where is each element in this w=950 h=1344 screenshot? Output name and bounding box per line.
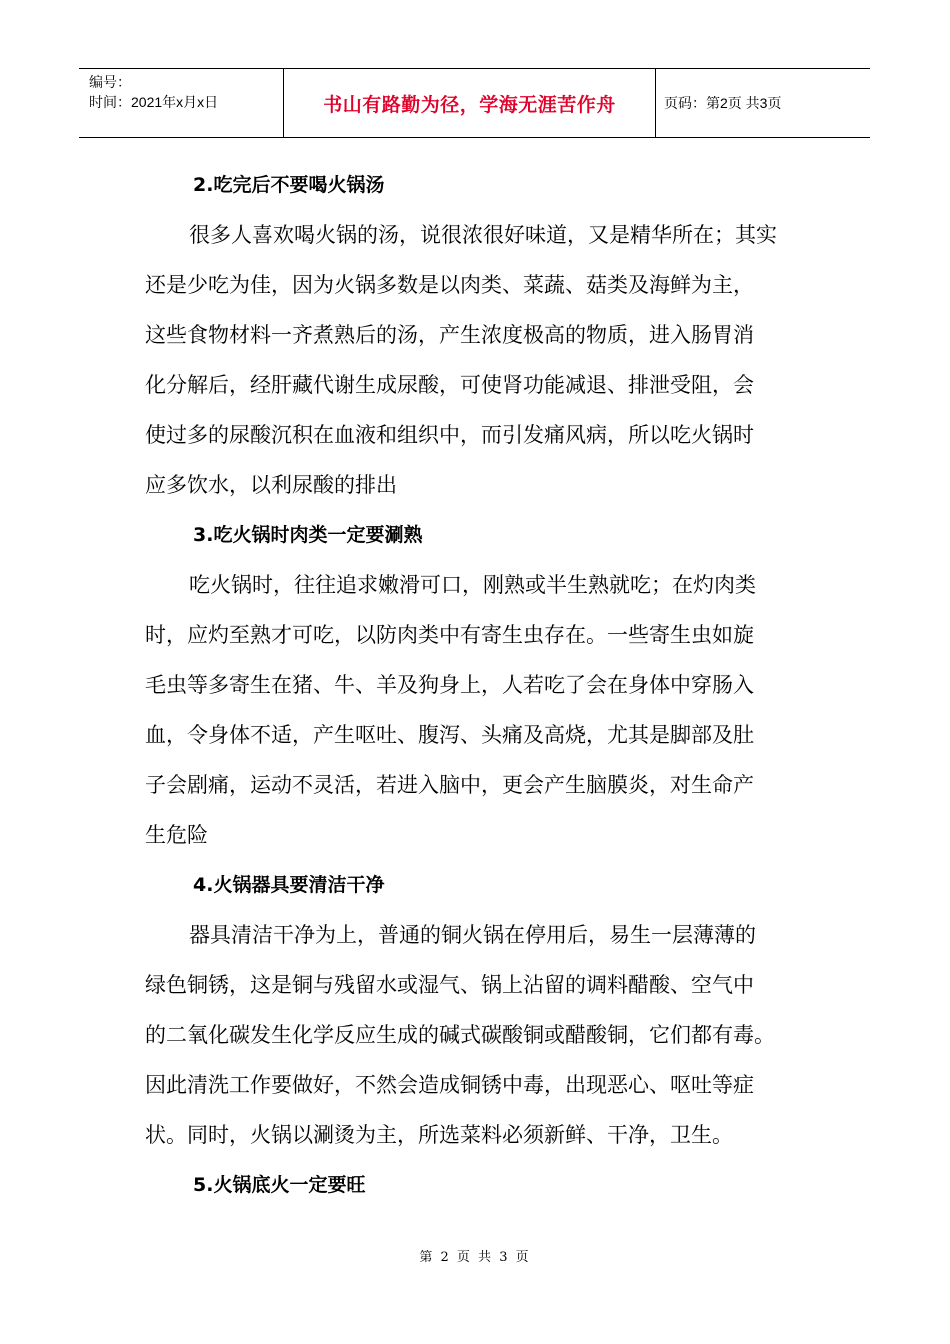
paragraph-line: 绿色铜锈，这是铜与残留水或湿气、锅上沾留的调料醋酸、空气中	[145, 973, 754, 997]
document-body	[145, 160, 825, 1210]
section-4	[145, 860, 825, 1160]
header-motto: 书山有路勤为径，学海无涯苦作舟	[284, 69, 656, 137]
section-heading: 4.火锅器具要清洁干净	[193, 874, 385, 896]
section-paragraph	[145, 210, 825, 510]
section-5	[145, 1160, 825, 1210]
section-heading: 5.火锅底火一定要旺	[193, 1174, 366, 1196]
header-meta-cell	[79, 69, 284, 137]
section-paragraph	[145, 560, 825, 860]
paragraph-line: 因此清洗工作要做好，不然会造成铜锈中毒，出现恶心、呕吐等症	[145, 1073, 754, 1097]
document-number-label: 编号：	[89, 74, 131, 90]
paragraph-line: 时，应灼至熟才可吃，以防肉类中有寄生虫存在。一些寄生虫如旋	[145, 623, 754, 647]
section-heading: 3.吃火锅时肉类一定要涮熟	[193, 524, 423, 546]
page-footer: 第 2 页 共 3 页	[419, 1250, 531, 1265]
paragraph-line: 这些食物材料一齐煮熟后的汤，产生浓度极高的物质，进入肠胃消	[145, 323, 754, 347]
paragraph-line: 器具清洁干净为上，普通的铜火锅在停用后，易生一层薄薄的	[189, 923, 756, 947]
paragraph-line: 使过多的尿酸沉积在血液和组织中，而引发痛风病，所以吃火锅时	[145, 423, 754, 447]
paragraph-line: 很多人喜欢喝火锅的汤，说很浓很好味道，又是精华所在；其实	[189, 223, 777, 247]
section-heading: 2.吃完后不要喝火锅汤	[193, 174, 385, 196]
paragraph-line: 吃火锅时，往往追求嫩滑可口，刚熟或半生熟就吃；在灼肉类	[189, 573, 756, 597]
section-2	[145, 160, 825, 510]
paragraph-line: 血，令身体不适，产生呕吐、腹泻、头痛及高烧，尤其是脚部及肚	[145, 723, 754, 747]
paragraph-line: 的二氧化碳发生化学反应生成的碱式碳酸铜或醋酸铜，它们都有毒。	[145, 1023, 775, 1047]
header-page-info: 页码：第2页 共3页	[664, 95, 782, 111]
paragraph-line: 状。同时，火锅以涮烫为主，所选菜料必须新鲜、干净，卫生。	[145, 1123, 733, 1147]
page-header	[79, 68, 870, 138]
section-paragraph	[145, 910, 825, 1160]
paragraph-line: 应多饮水，以利尿酸的排出	[145, 473, 397, 497]
paragraph-line: 生危险	[145, 823, 208, 847]
paragraph-line: 子会剧痛，运动不灵活，若进入脑中，更会产生脑膜炎，对生命产	[145, 773, 754, 797]
paragraph-line: 还是少吃为佳，因为火锅多数是以肉类、菜蔬、菇类及海鲜为主，	[145, 273, 754, 297]
document-time-label: 时间：2021年x月x日	[89, 94, 219, 110]
section-3	[145, 510, 825, 860]
paragraph-line: 毛虫等多寄生在猪、牛、羊及狗身上，人若吃了会在身体中穿肠入	[145, 673, 754, 697]
paragraph-line: 化分解后，经肝藏代谢生成尿酸，可使肾功能减退、排泄受阻，会	[145, 373, 754, 397]
